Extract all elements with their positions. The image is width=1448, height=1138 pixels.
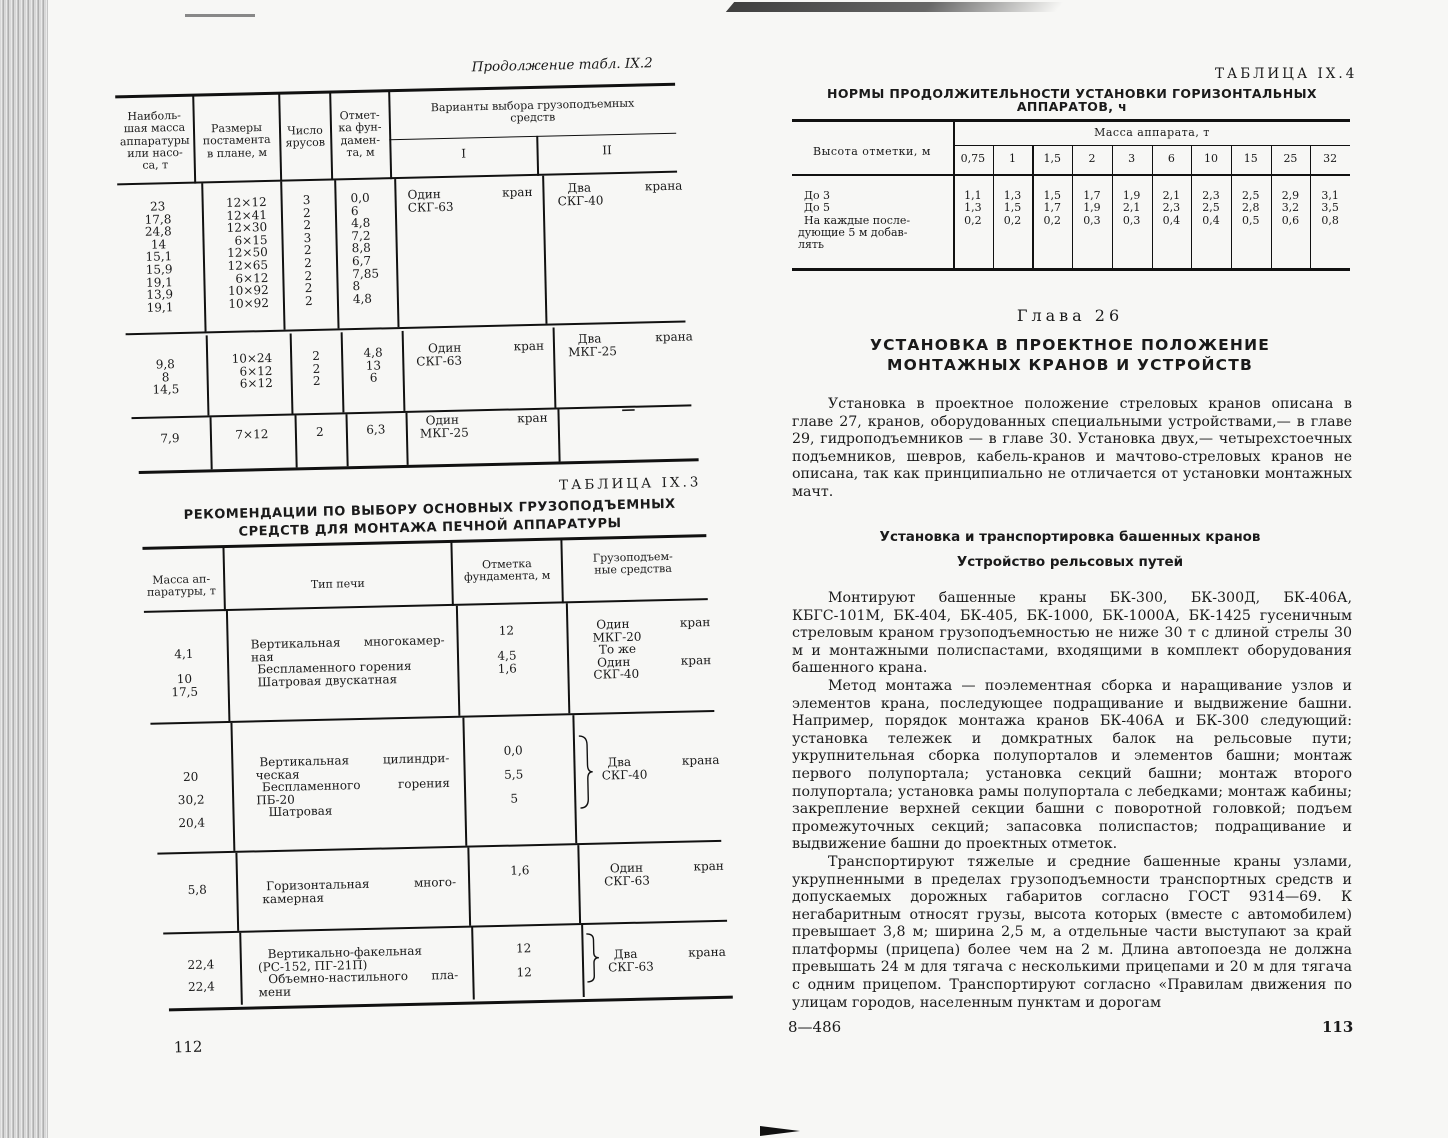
table-ix3-title-line2: СРЕДСТВ ДЛЯ МОНТАЖА ПЕЧНОЙ АППАРАТУРЫ [238, 516, 622, 540]
ix4-value: 1,7 [1043, 201, 1061, 215]
ix4-value-column [953, 190, 993, 227]
ix4-value-column [1191, 190, 1231, 227]
ix2-g1-mass: 23 17,8 24,8 14 15,1 15,9 19,1 13,9 19,1 [144, 199, 174, 315]
intro-paragraph: Установка в проектное положение стреловых кранов описана в главе 27, кранов, оборудованных специальными устройствами,— в главе 29, гидроподъемников — в главе 30. Установка двух,— четырехстоечных подъемников, шевров, кабель-кранов и мачтово-стреловых кранов не описана, так как принципиально не отличается от установки монтажных мачт. [792, 396, 1352, 500]
ix2-g3-variant1: Один кран МКГ-25 [419, 410, 548, 441]
ix4-mass-header: 25 [1283, 152, 1298, 165]
table-rule [542, 176, 547, 324]
ix3-g3-mass: 5,8 [187, 882, 207, 897]
page-edge-mark [760, 1126, 800, 1136]
chapter-title-line1: УСТАНОВКА В ПРОЕКТНОЕ ПОЛОЖЕНИЕ [869, 336, 1271, 354]
table-rule [462, 718, 466, 846]
ix4-value: 0,4 [1202, 213, 1220, 227]
table-rule [792, 119, 1350, 122]
table-rule [206, 335, 209, 415]
ix4-value-column [1271, 190, 1311, 227]
brace-icon [575, 735, 595, 809]
ix4-value: 3,1 [1321, 189, 1339, 202]
ix4-value: 0,8 [1321, 213, 1339, 227]
ix4-value-column [1231, 190, 1271, 227]
page-number-left: 112 [173, 1037, 203, 1057]
ix4-value: 0,6 [1281, 213, 1300, 227]
ix4-value: 3,2 [1281, 201, 1300, 215]
ix2-g3-tiers: 2 [315, 424, 324, 439]
ix2-g1-mark: 0,0 6 4,8 7,2 8,8 6,7 7,85 8 4,8 [350, 190, 380, 306]
ix4-mass-header: 3 [1128, 152, 1136, 165]
ix4-value: 0,3 [1083, 213, 1101, 227]
ix4-mass-header: 6 [1167, 152, 1175, 165]
ix4-mass-header: 10 [1204, 152, 1219, 165]
ix2-g2-variant2: Два крана МКГ-25 [567, 329, 693, 359]
table-rule [163, 920, 727, 934]
ix4-value: 0,3 [1122, 213, 1141, 227]
table-rule [131, 401, 691, 419]
table-rule [402, 331, 405, 411]
table-rule [280, 182, 285, 330]
signature-mark: 8—486 [788, 1018, 842, 1036]
table-rule [456, 606, 460, 716]
ix3-g2-mass: 20 30,2 20,4 [177, 769, 206, 831]
table-ix4-title-line1: НОРМЫ ПРОДОЛЖИТЕЛЬНОСТИ УСТАНОВКИ ГОРИЗОНТАЛЬНЫХ [827, 86, 1317, 101]
table-rule [226, 611, 230, 721]
ix2-g2-size: 10×24 6×12 6×12 [231, 350, 273, 391]
ix4-value: 3,5 [1321, 201, 1339, 215]
ix2-g2-mass: 9,8 8 14,5 [152, 357, 180, 397]
ix4-mass-header: 0,75 [960, 152, 986, 165]
ix4-value-column [1112, 190, 1152, 227]
section-title: Установка и транспортировка башенных кранов [879, 529, 1261, 545]
ix4-value: 0,4 [1162, 213, 1181, 227]
table-rule [467, 848, 470, 926]
ix2-g2-tiers: 2 2 2 [312, 348, 321, 389]
ix4-header-mass: Масса аппарата, т [1094, 126, 1210, 139]
table-rule [577, 845, 580, 923]
ix4-value: 0,2 [964, 213, 982, 227]
table-rule [792, 268, 1350, 271]
ix4-mass-header: 32 [1323, 152, 1338, 165]
table-rule [157, 840, 721, 854]
table-ix4-title-line2: АППАРАТОВ, ч [1016, 99, 1128, 114]
ix3-g1-mass: 4,1 10 17,5 [171, 646, 199, 700]
ix4-value: 2,8 [1241, 201, 1260, 215]
chapter-number: Глава 26 [1016, 306, 1124, 325]
ix3-g4-mass: 22,4 22,4 [187, 957, 215, 994]
ix4-value: 2,3 [1162, 201, 1181, 215]
header-tiers: Число ярусов [285, 123, 326, 150]
ix2-g1-variant1: Один кран СКГ-63 [407, 184, 533, 215]
ix3-g1-mark: 12 4,5 1,6 [497, 623, 517, 676]
ix3-header-mass: Масса ап- паратуры, т [146, 572, 217, 600]
paragraph: Транспортируют тяжелые и средние башенные краны узлами, укрупненными в пределах грузоподъемности транспортных средств и допускаемых дорожных габаритов согласно ГОСТ 9314—69. К негабаритным относят грузы, высота которых (вместе с автомобилем) превышает 3,8 м; ширина 2,5 м, а отдельные части выступают за край платформы (прицепа) более чем на 2 м. Длина автопоезда не должна превышать 24 м для тягача с несколькими прицепами и 20 м для тягача с одним прицепом. Транспортируют согласно «Правилам движения по улицам городов, населенным пунктам и дорогам [792, 853, 1352, 1011]
ix3-g2-type: Вертикальная цилиндри- ческая Беспламенного горения ПБ-20 Шатровая [255, 751, 451, 820]
table-rule [290, 333, 293, 413]
ix4-row-labels: До 3 До 5 На каждые после- дующие 5 м добав- лять [798, 189, 911, 252]
ix4-value-column [1310, 190, 1350, 227]
ix4-value: 2,3 [1202, 189, 1220, 202]
ix2-g3-size: 7×12 [235, 427, 269, 442]
table-rule [150, 710, 714, 724]
ix4-value-column [1072, 190, 1112, 227]
ix3-header-foundation-mark: Отметка фундамента, м [463, 557, 551, 584]
right-page [730, 0, 1448, 1138]
ix4-value: 1,5 [1003, 201, 1022, 215]
ix4-header-height: Высота отметки, м [813, 145, 931, 158]
ix3-g4-type: Вертикально-факельная (РС-152, ПГ-21П) Объемно-настильного пла- мени [257, 943, 459, 1000]
page-edge-shadow [726, 2, 1064, 12]
ix2-g3-variant2: — [621, 401, 636, 419]
table-rule [139, 458, 699, 474]
table-rule [566, 603, 570, 713]
ix4-value-column [1152, 190, 1192, 227]
table-rule [222, 547, 225, 611]
ix4-value: 1,9 [1122, 189, 1141, 202]
table-rule [334, 180, 339, 328]
ix3-g4-lifting: Два крана СКГ-63 [607, 944, 726, 975]
ix2-g2-variant1: Один кран СКГ-63 [416, 338, 545, 369]
table-ix3-title-line1: РЕКОМЕНДАЦИИ ПО ВЫБОРУ ОСНОВНЫХ ГРУЗОПОДЪЕМНЫХ [183, 496, 676, 523]
ix2-g1-tiers: 3 2 2 3 2 2 2 2 2 [302, 193, 313, 308]
ix4-mass-header: 1,5 [1043, 152, 1061, 165]
table-rule [230, 723, 234, 851]
table-rule [295, 415, 298, 467]
ix4-value-column [993, 190, 1033, 227]
table-rule [394, 179, 399, 327]
header-lifting-options: Варианты выбора грузоподъемных средств [430, 96, 635, 125]
ix4-value: 0,2 [1003, 213, 1022, 227]
ix3-g3-type: Горизонтальная много- камерная [262, 874, 457, 906]
ix4-value: 1,5 [1043, 189, 1061, 202]
table-rule [115, 83, 675, 98]
ix3-g1-type: Вертикальная многокамер- ная Беспламенного горения Шатровая двускатная [250, 633, 445, 690]
header-foundation-mark: Отмет- ка фун- дамен- та, м [338, 108, 382, 160]
ix2-g3-mass: 7,9 [160, 431, 180, 446]
table-rule [792, 174, 1350, 176]
brace-icon [583, 933, 600, 983]
ix3-g2-lifting: Два крана СКГ-40 [601, 752, 720, 783]
chapter-title-line2: МОНТАЖНЫХ КРАНОВ И УСТРОЙСТВ [886, 356, 1254, 374]
table-rule [169, 996, 733, 1011]
table-rule [405, 413, 408, 465]
header-variant-2: II [602, 143, 612, 158]
header-variant-1: I [461, 146, 467, 161]
ix2-g1-variant2: Два крана СКГ-40 [557, 178, 683, 208]
ix4-value: 1,9 [1083, 201, 1101, 215]
table-rule [389, 133, 676, 141]
ix3-header-furnace-type: Тип печи [310, 576, 365, 592]
ix4-value-column [1032, 190, 1072, 227]
ix4-mass-header: 2 [1088, 152, 1096, 165]
table-ix3-label: ТАБЛИЦА IX.3 [558, 474, 702, 494]
ix3-header-lifting: Грузоподъем- ные средства [592, 549, 673, 577]
ix4-value: 1,1 [964, 189, 982, 202]
ix4-value: 2,5 [1241, 189, 1260, 202]
ix4-mass-header: 1 [1009, 152, 1017, 165]
ix4-value: 2,1 [1122, 201, 1141, 215]
table-rule [144, 598, 708, 612]
ix2-g3-mark: 6,3 [366, 422, 386, 437]
ix3-g3-mark: 1,6 [510, 863, 530, 878]
body-text [792, 590, 1352, 1012]
table-rule [557, 409, 560, 461]
ix3-g1-lifting: Один кран МКГ-20 То же Один кран СКГ-40 [592, 615, 712, 683]
paragraph: Монтируют башенные краны БК-300, БК-300Д, БК-406А, КБГС-101М, БК-404, БК-405, БК-1000, БК-1000А, БК-1425 гусеничным стреловым краном грузоподъемностью не ниже 30 т с длиной стрелы 30 м и монтажными полиспастами, входящими в комплект оборудования башенного крана. [792, 590, 1352, 677]
paragraph: Метод монтажа — поэлементная сборка и наращивание узлов и элементов крана, последующее подращивание и выдвижение башни. Например, порядок монтажа кранов БК-406А и БК-300 следующий: установка тележек и домкратных балок на рельсовые пути; укрупнительная сборка полупорталов и элементов башни; монтаж первого полупортала; установка секций башни; монтаж второго полупортала; установка рамы полупортала с лебедками; монтаж кабины; закрепление верхней секции башни с поворотной головкой; подъем промежуточных секций; запасовка полиспастов; подращивание и выдвижение башни до проектных отметок. [792, 677, 1352, 853]
ix4-value: 0,2 [1043, 213, 1061, 227]
ix4-value: 0,5 [1241, 213, 1260, 227]
ix3-g2-mark: 0,0 5,5 5 [503, 743, 524, 806]
ix3-g3-lifting: Один кран СКГ-63 [603, 858, 724, 889]
table-rule [471, 928, 474, 1000]
table-rule [239, 933, 242, 1005]
header-max-mass: Наиболь- шая масса аппаратуры или насо- са, т [119, 108, 190, 172]
ix4-value: 1,3 [1003, 189, 1022, 202]
table-rule [210, 417, 213, 469]
page-number-right: 113 [1322, 1018, 1354, 1036]
ix2-g1-size: 12×12 12×41 12×30 6×15 12×50 12×65 6×12 10×92 10×92 [225, 195, 270, 311]
ix3-g4-mark: 12 12 [515, 941, 532, 980]
ix4-value: 2,5 [1202, 201, 1220, 215]
ix4-value: 1,3 [964, 201, 982, 215]
table-continuation-label: Продолжение табл. IX.2 [471, 55, 653, 76]
ix4-value: 2,9 [1281, 189, 1300, 202]
table-rule [341, 332, 344, 412]
ix4-mass-header: 15 [1243, 152, 1258, 165]
ix2-g2-mark: 4,8 13 6 [363, 345, 383, 385]
table-rule [235, 853, 238, 931]
ix4-value: 1,7 [1083, 189, 1101, 202]
table-rule [345, 414, 348, 466]
subsection-title: Устройство рельсовых путей [956, 554, 1184, 570]
header-pedestal-size: Размеры постамента в плане, м [202, 121, 271, 160]
table-ix4-label: ТАБЛИЦА IX.4 [1215, 66, 1358, 82]
ix4-value: 2,1 [1162, 189, 1181, 202]
table-rule [553, 328, 556, 408]
